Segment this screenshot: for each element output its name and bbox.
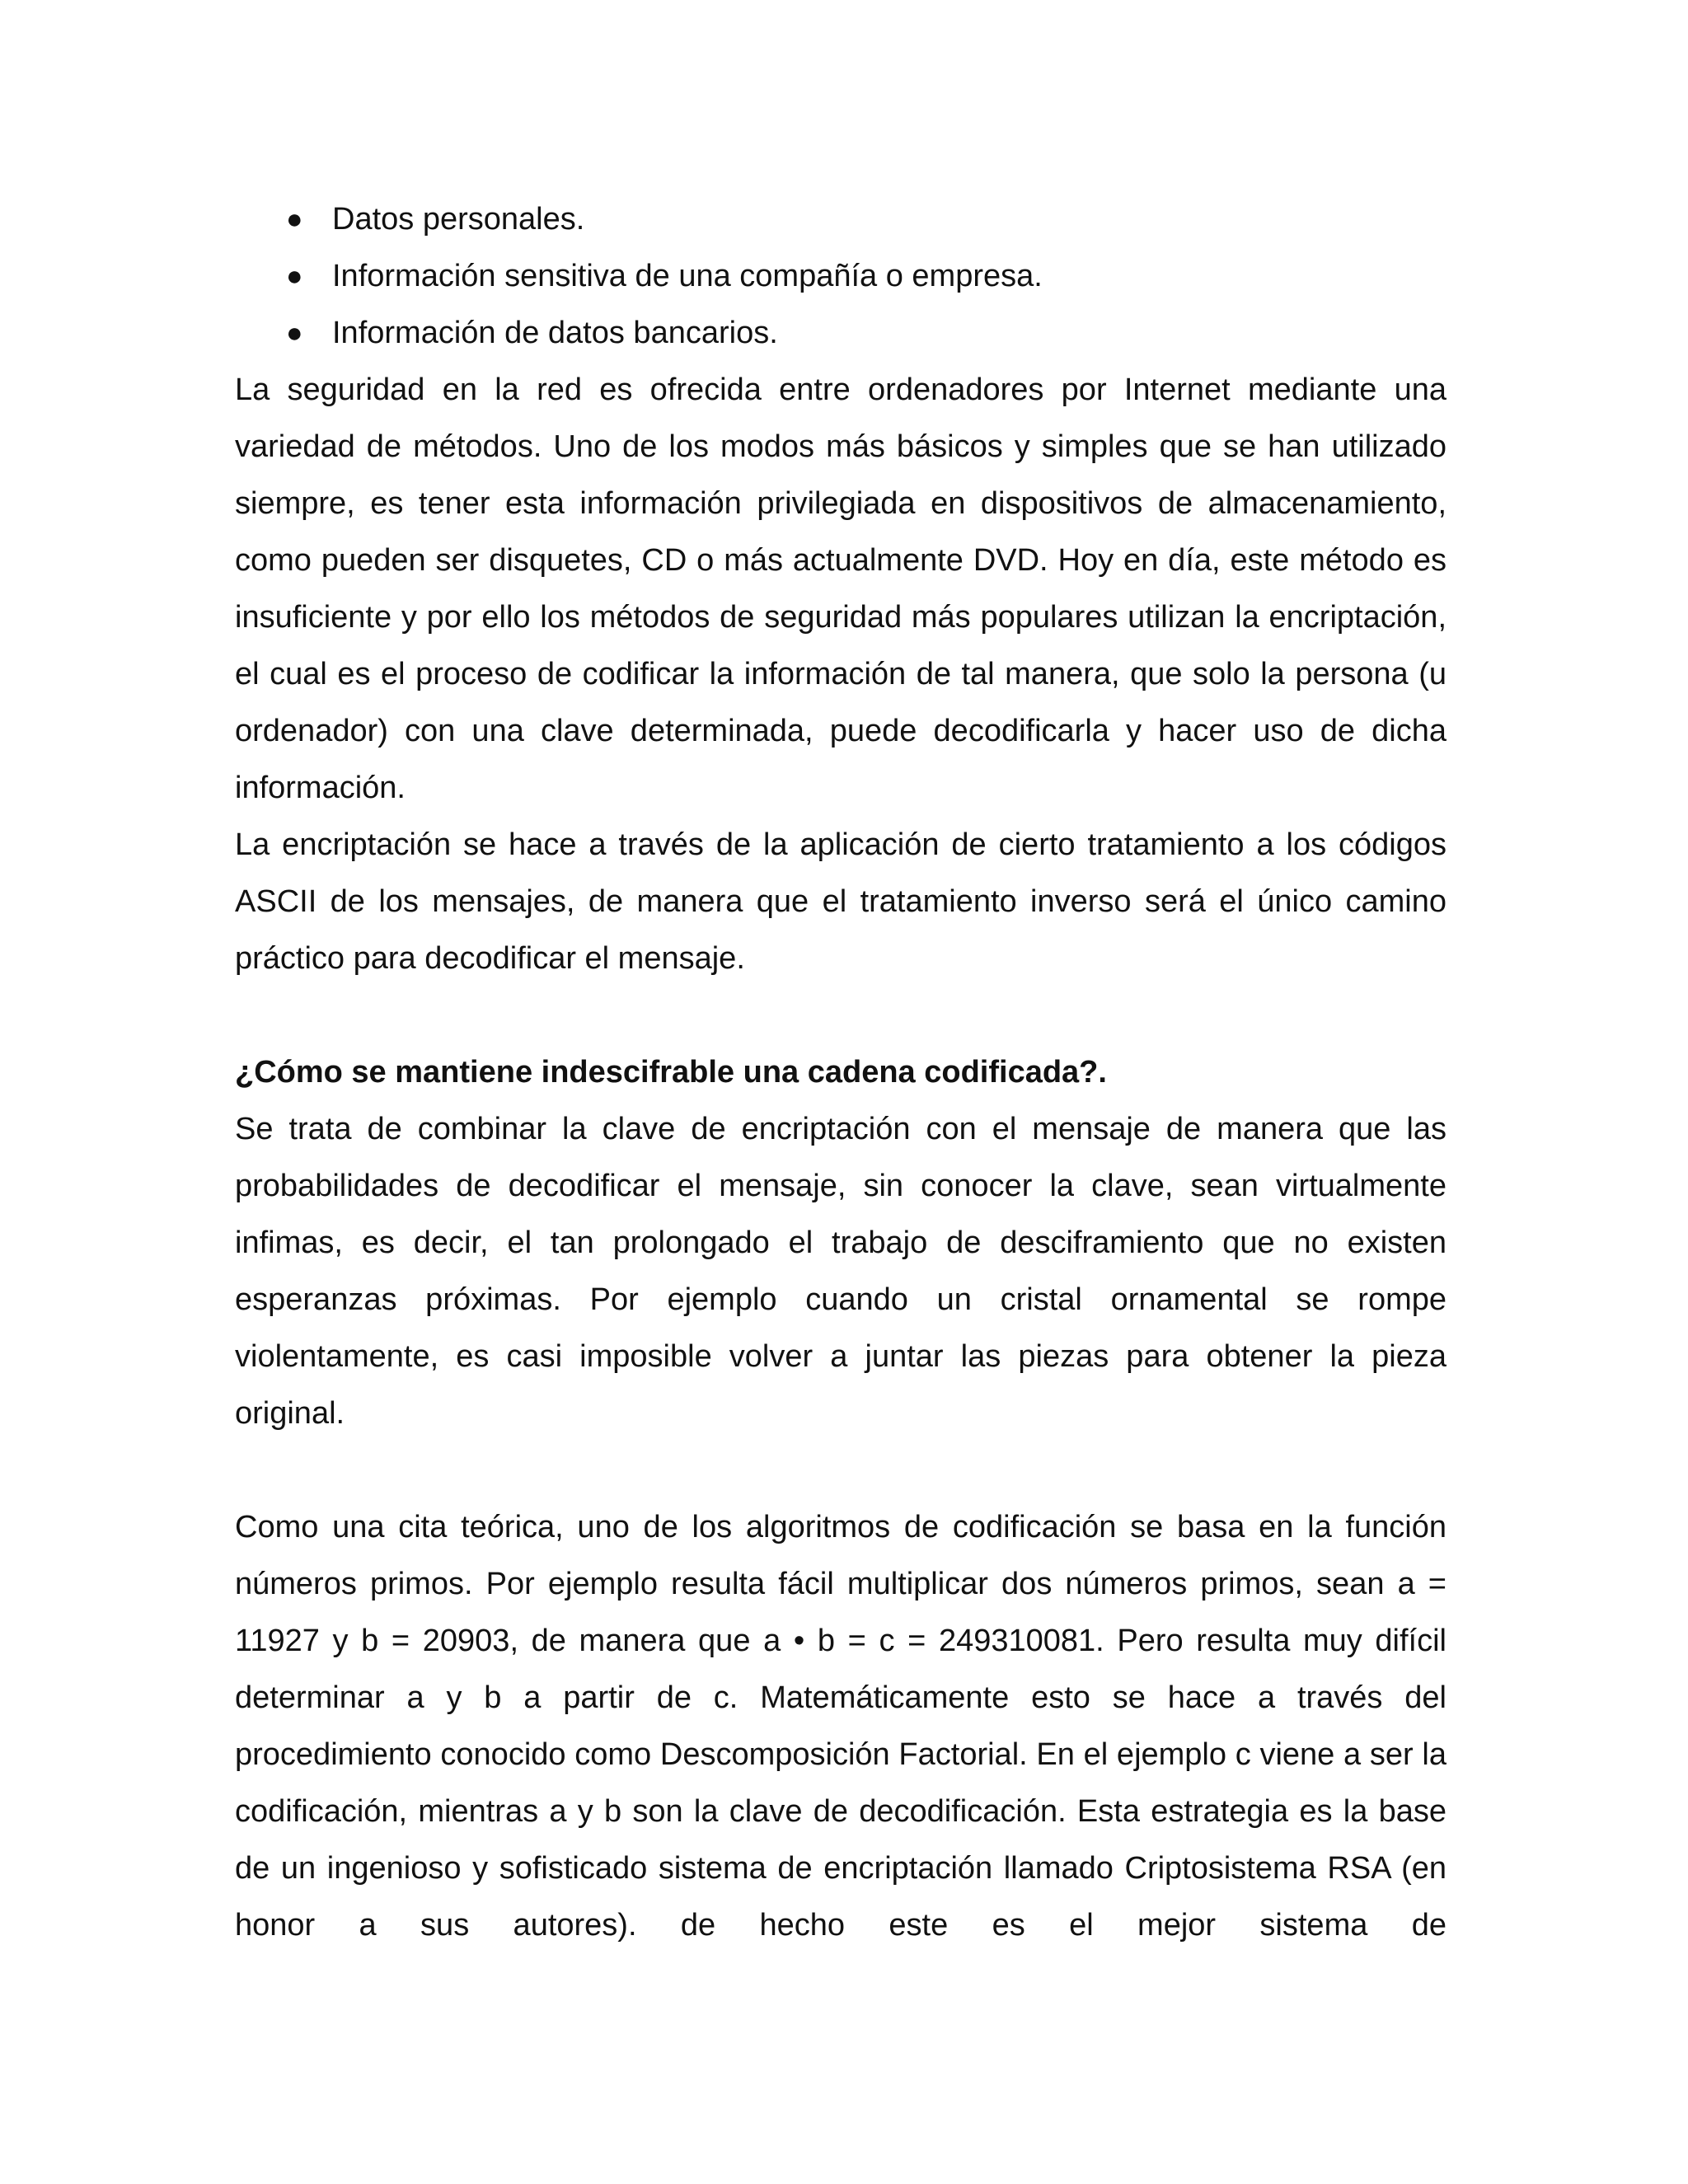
list-item-text: Datos personales. <box>332 202 585 237</box>
list-item <box>235 191 1447 248</box>
spacer <box>235 987 1447 1044</box>
document-page <box>235 191 1447 1954</box>
bullet-icon: ● <box>286 260 303 292</box>
bullet-icon: ● <box>286 204 303 235</box>
paragraph-key-combination: Se trata de combinar la clave de encriptación con el mensaje de manera que las probabilidades de decodificar el mensaje, sin conocer la clave, sean virtualmente infimas, es decir, el tan prolongado el trabajo de desciframiento que no existen esperanzas próximas. Por ejemplo cuando un cristal ornamental se rompe violentamente, es casi imposible volver a juntar las piezas para obtener la pieza original. <box>235 1112 1447 1431</box>
section-heading: ¿Cómo se mantiene indescifrable una cadena codificada?. <box>235 1055 1107 1090</box>
paragraph-encryption-ascii: La encriptación se hace a través de la aplicación de cierto tratamiento a los códigos ASCII de los mensajes, de manera que el tratamiento inverso será el único camino práctico para decodificar el mensaje. <box>235 827 1447 976</box>
list-item <box>235 248 1447 305</box>
paragraph-prime-numbers: Como una cita teórica, uno de los algoritmos de codificación se basa en la función números primos. Por ejemplo resulta fácil multiplicar dos números primos, sean a = 11927 y b = 20903, de manera que a • b = c = 249310081. Pero resulta muy difícil determinar a y b a partir de c. Matemáticamente esto se hace a través del procedimiento conocido como Descomposición Factorial. En el ejemplo c viene a ser la codificación, mientras a y b son la clave de decodificación. Esta estrategia es la base de un ingenioso y sofisticado sistema de encriptación llamado Criptosistema RSA (en honor a sus autores). de hecho este es el mejor sistema de <box>235 1510 1447 1943</box>
spacer <box>235 1442 1447 1499</box>
list-item-text: Información sensitiva de una compañía o empresa. <box>332 259 1043 293</box>
list-item <box>235 305 1447 362</box>
paragraph-network-security: La seguridad en la red es ofrecida entre ordenadores por Internet mediante una variedad de métodos. Uno de los modos más básicos y simples que se han utilizado siempre, es tener esta información privilegiada en dispositivos de almacenamiento, como pueden ser disquetes, CD o más actualmente DVD. Hoy en día, este método es insuficiente y por ello los métodos de seguridad más populares utilizan la encriptación, el cual es el proceso de codificar la información de tal manera, que solo la persona (u ordenador) con una clave determinada, puede decodificarla y hacer uso de dicha información. <box>235 373 1447 805</box>
bullet-icon: ● <box>286 317 303 349</box>
bullet-list <box>235 191 1447 362</box>
list-item-text: Información de datos bancarios. <box>332 316 778 350</box>
